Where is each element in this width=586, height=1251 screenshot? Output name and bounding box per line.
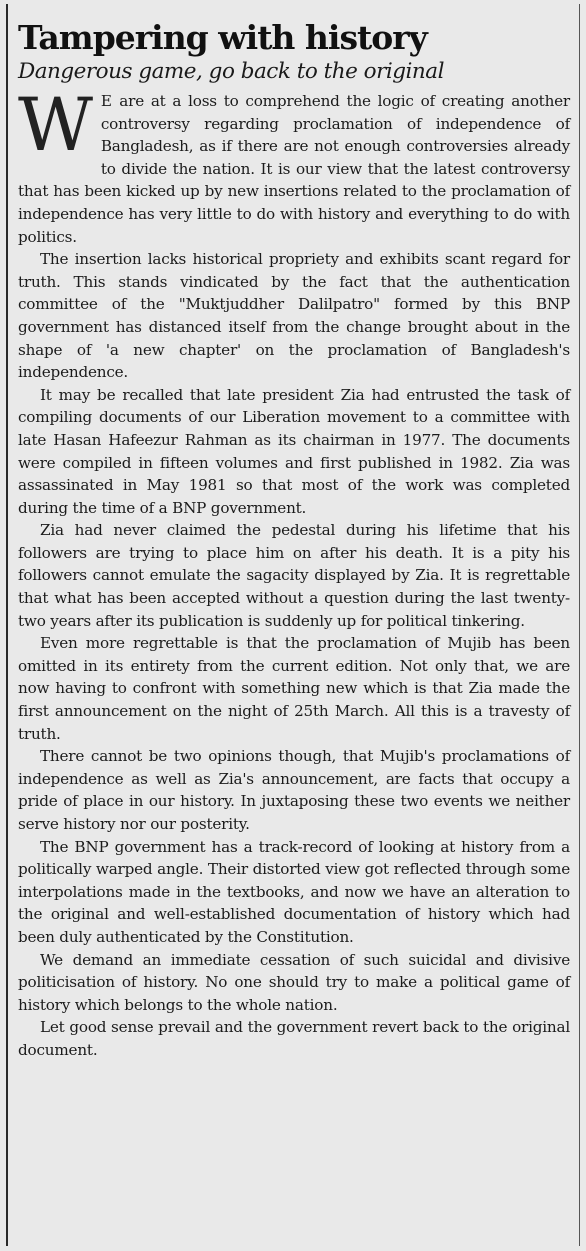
subheadline: Dangerous game, go back to the original (18, 59, 444, 84)
paragraph-8: We demand an immediate cessation of such suicidal and divisive politicisation of history. No one should try to make a political game of history which belongs to the whole nation. (18, 950, 570, 1014)
editorial-article (18, 18, 570, 1062)
paragraph-text: are at a loss to comprehend the logic of creating another controversy regarding proclamation of independence of Bangladesh, as if there are not enough controversies already to divide the nation. It is our view that the latest controversy that has been kicked up by new insertions related to the proclamation of independence has very little to do with history and everything to do with politics. (18, 92, 570, 246)
lead-in: E (100, 92, 113, 110)
article-body (18, 83, 570, 1062)
paragraph-2: The insertion lacks historical propriety and exhibits scant regard for truth. This stands vindicated by the fact that the authentication committee of the "Muktjuddher Dalilpatro" formed by this BNP government has distanced itself from the change brought about in the shape of 'a new chapter' on the proclamation of Bangladesh's independence. (18, 250, 570, 382)
paragraph-6: There cannot be two opinions though, that Mujib's proclamations of independence as well as Zia's announcement, are facts that occupy a pride of place in our history. In juxtaposing these two events we neither serve history nor our posterity. (18, 747, 570, 833)
paragraph-1 (18, 83, 570, 248)
drop-cap: W (18, 83, 93, 168)
paragraph-7: The BNP government has a track-record of looking at history from a politically warped angle. Their distorted view got reflected through some interpolations made in the textbooks, and now we have an alteration to the original and well-established documentation of history which had been duly authenticated by the Constitution. (18, 837, 570, 946)
paragraph-9: Let good sense prevail and the government revert back to the original document. (18, 1018, 570, 1059)
headline: Tampering with history (18, 18, 427, 57)
paragraph-3: It may be recalled that late president Zia had entrusted the task of compiling documents of our Liberation movement to a committee with late Hasan Hafeezur Rahman as its chairman in 1977. The documents were compiled in fifteen volumes and first published in 1982. Zia was assassinated in May 1981 so that most of the work was completed during the time of a BNP government. (18, 385, 570, 517)
paragraph-5: Even more regrettable is that the proclamation of Mujib has been omitted in its entirety from the current edition. Not only that, we are now having to confront with something new which is that Zia made the first announcement on the night of 25th March. All this is a travesty of truth. (18, 634, 570, 743)
paragraph-4: Zia had never claimed the pedestal during his lifetime that his followers are trying to place him on after his death. It is a pity his followers cannot emulate the sagacity displayed by Zia. It is regrettable that what has been accepted without a question during the last twenty-two years after its publication is suddenly up for political tinkering. (18, 521, 570, 630)
